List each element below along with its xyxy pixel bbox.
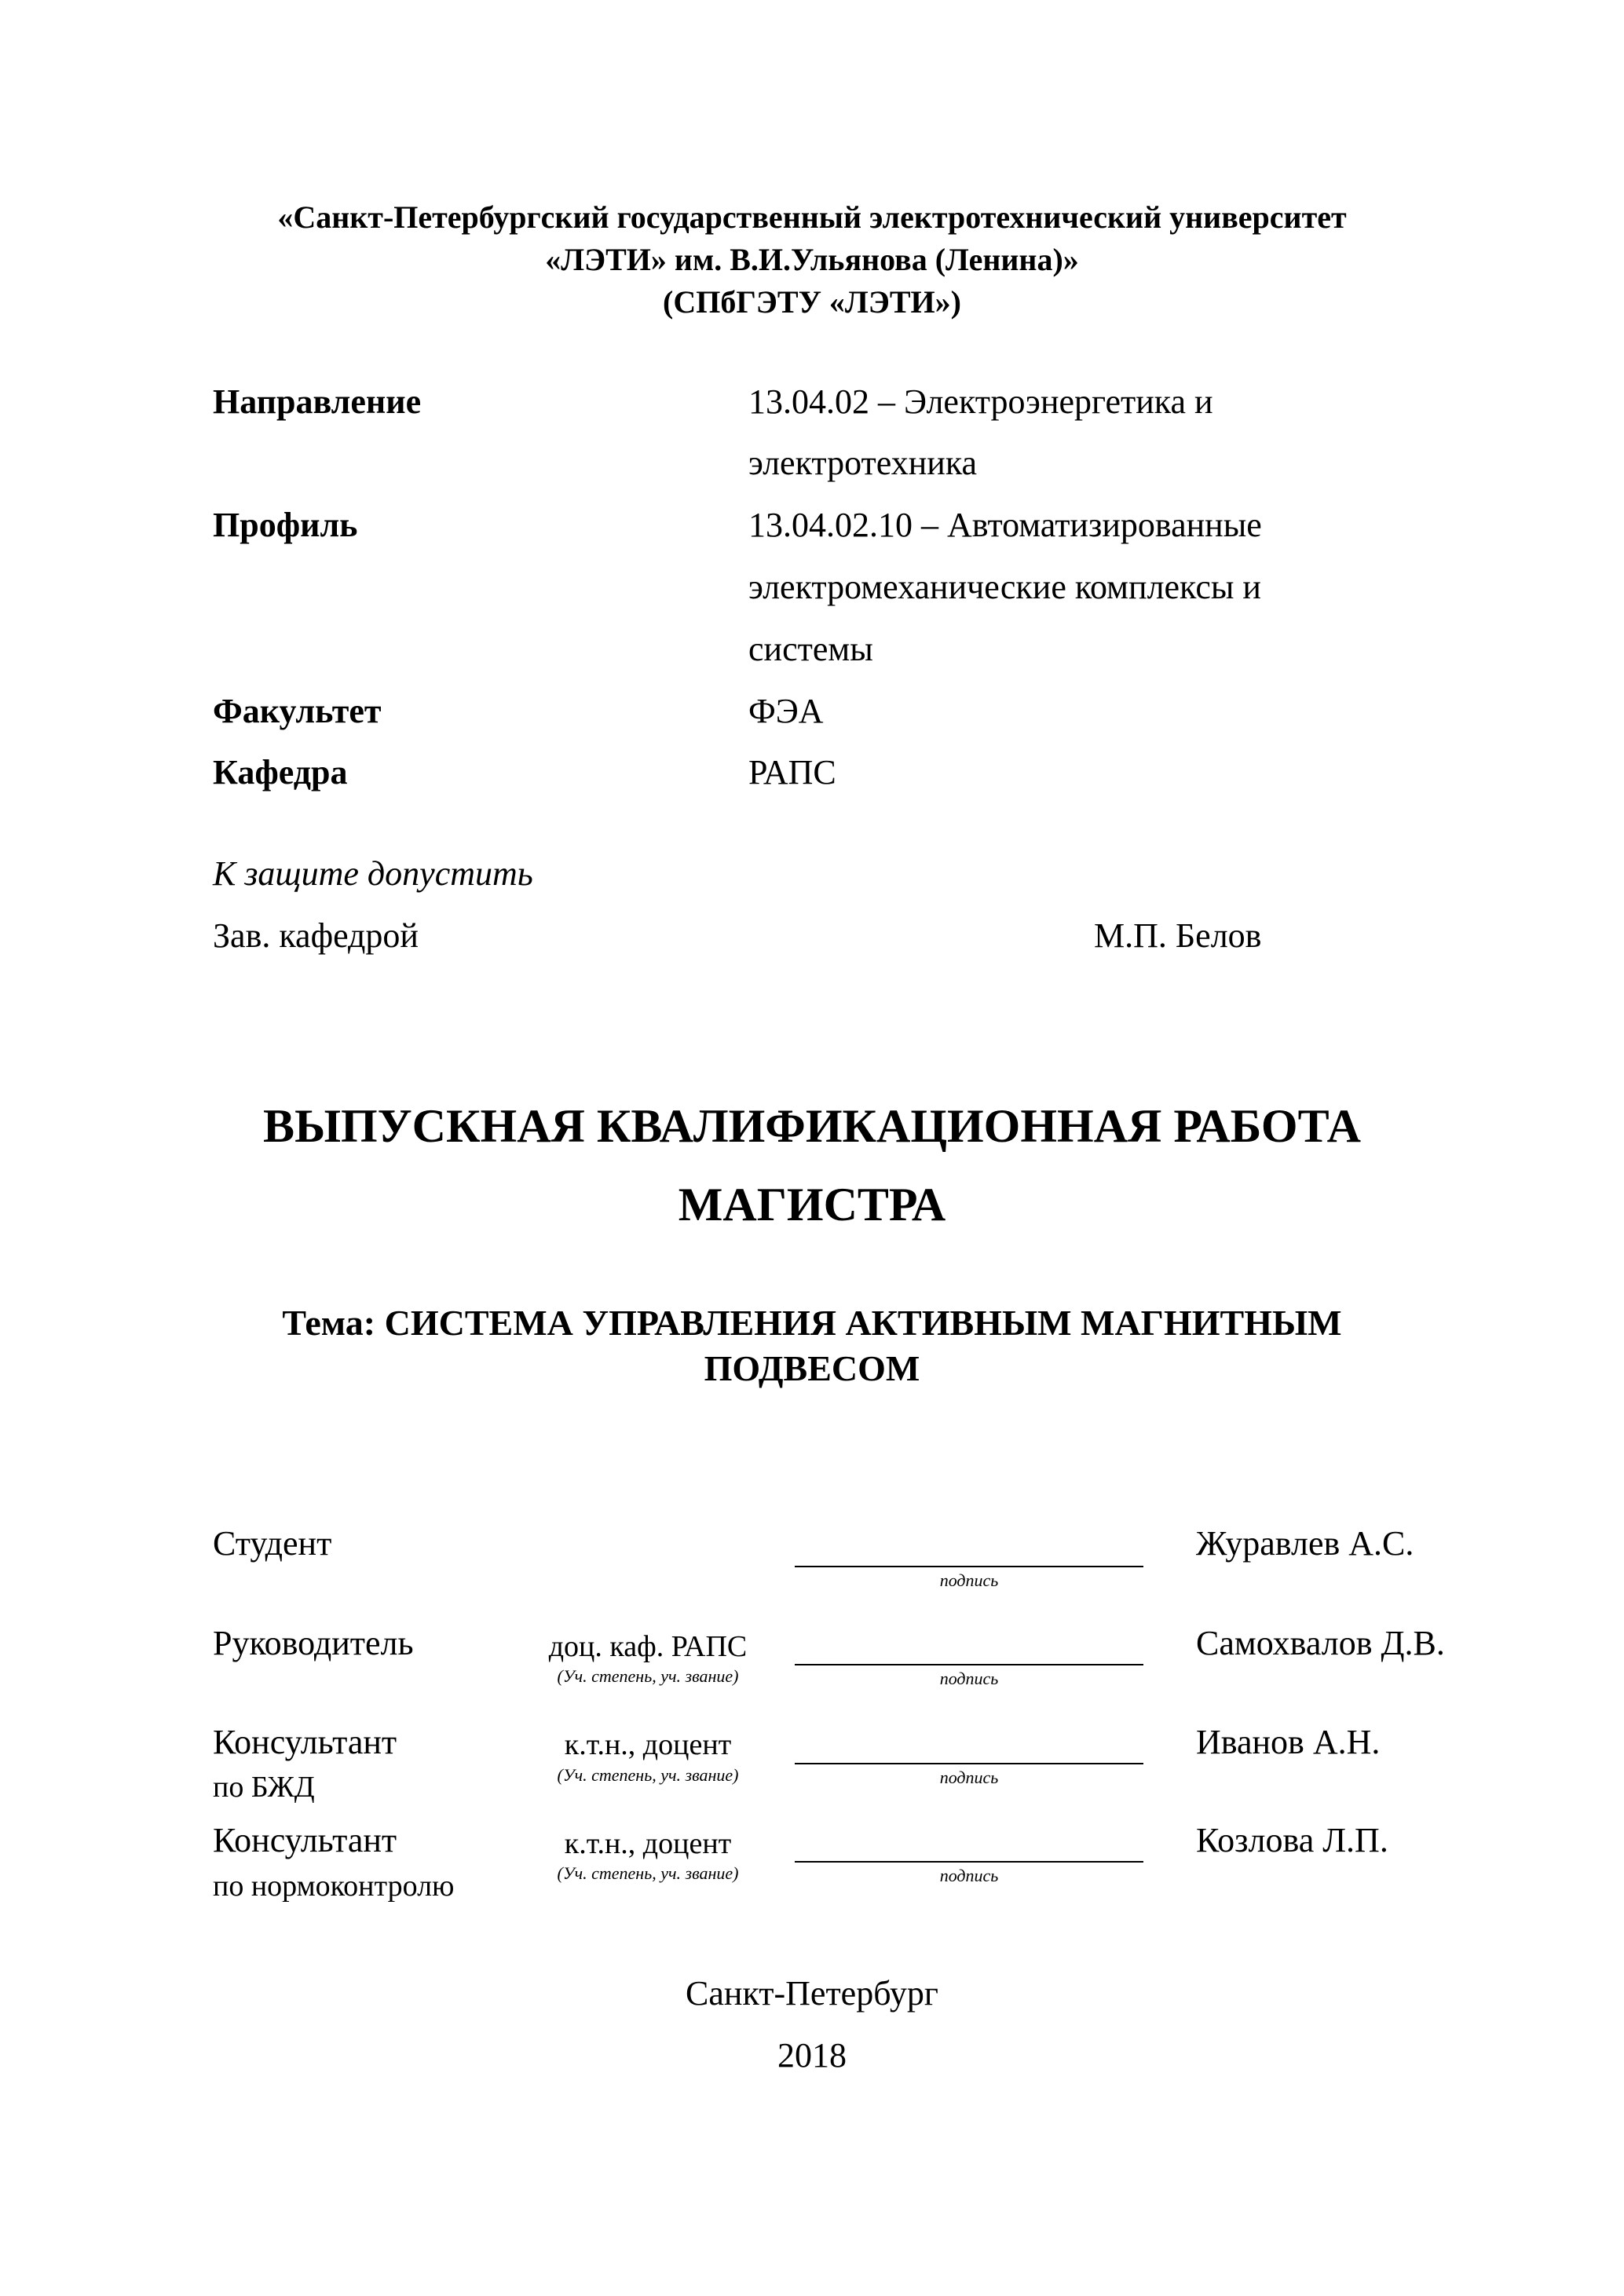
- faculty-label: Факультет: [213, 692, 382, 730]
- consultant-safety-role: Консультант: [213, 1723, 397, 1761]
- direction-value-line1: 13.04.02 – Электроэнергетика и: [748, 382, 1213, 421]
- university-name-line1: «Санкт-Петербургский государственный электротехнический университет: [277, 199, 1347, 235]
- consultant-normcontrol-rank: к.т.н., доцент: [564, 1827, 732, 1860]
- supervisor-rank: доц. каф. РАПС: [548, 1630, 748, 1663]
- thesis-title-line1: ВЫПУСКНАЯ КВАЛИФИКАЦИОННАЯ РАБОТА: [263, 1100, 1361, 1152]
- consultant-normcontrol-role: Консультант: [213, 1821, 397, 1859]
- consultant-normcontrol-subrole: по нормоконтролю: [213, 1870, 455, 1903]
- consultant-normcontrol-name: Козлова Л.П.: [1196, 1821, 1388, 1859]
- consultant-safety-subrole: по БЖД: [213, 1771, 315, 1804]
- consultant-normcontrol-signature-line: [795, 1861, 1143, 1863]
- defense-approval-note: К защите допустить: [213, 854, 533, 893]
- direction-label: Направление: [213, 382, 422, 421]
- university-abbrev: (СПбГЭТУ «ЛЭТИ»): [663, 284, 961, 320]
- student-signature-caption: подпись: [939, 1570, 999, 1590]
- consultant-safety-rank-caption: (Уч. степень, уч. звание): [557, 1765, 739, 1785]
- student-signature-line: [795, 1566, 1143, 1567]
- thesis-topic-line2: ПОДВЕСОМ: [704, 1348, 920, 1388]
- consultant-normcontrol-rank-caption: (Уч. степень, уч. звание): [557, 1863, 739, 1883]
- faculty-value: ФЭА: [748, 692, 824, 730]
- supervisor-signature-caption: подпись: [939, 1669, 999, 1688]
- supervisor-name: Самохвалов Д.В.: [1196, 1624, 1445, 1662]
- consultant-safety-rank: к.т.н., доцент: [564, 1728, 732, 1761]
- consultant-normcontrol-signature-caption: подпись: [939, 1866, 999, 1885]
- consultant-safety-name: Иванов А.Н.: [1196, 1723, 1381, 1761]
- profile-label: Профиль: [213, 506, 358, 544]
- supervisor-rank-caption: (Уч. степень, уч. звание): [557, 1666, 739, 1686]
- student-role: Студент: [213, 1524, 332, 1563]
- year: 2018: [777, 2036, 847, 2075]
- consultant-safety-signature-line: [795, 1763, 1143, 1764]
- thesis-topic-line1: Тема: СИСТЕМА УПРАВЛЕНИЯ АКТИВНЫМ МАГНИТНЫМ: [282, 1303, 1342, 1343]
- city: Санкт-Петербург: [686, 1974, 938, 2013]
- supervisor-role: Руководитель: [213, 1624, 414, 1662]
- department-head-label: Зав. кафедрой: [213, 916, 419, 955]
- supervisor-signature-line: [795, 1664, 1143, 1665]
- profile-value-line2: электромеханические комплексы и: [748, 568, 1261, 606]
- thesis-title-line2: МАГИСТРА: [678, 1179, 946, 1230]
- direction-value-line2: электротехника: [748, 444, 978, 482]
- department-label: Кафедра: [213, 753, 348, 792]
- department-value: РАПС: [748, 753, 836, 792]
- profile-value-line1: 13.04.02.10 – Автоматизированные: [748, 506, 1262, 544]
- profile-value-line3: системы: [748, 630, 873, 668]
- university-name-line2: «ЛЭТИ» им. В.И.Ульянова (Ленина)»: [545, 242, 1079, 277]
- consultant-safety-signature-caption: подпись: [939, 1768, 999, 1787]
- student-name: Журавлев А.С.: [1196, 1524, 1414, 1563]
- department-head-name: М.П. Белов: [1094, 916, 1262, 955]
